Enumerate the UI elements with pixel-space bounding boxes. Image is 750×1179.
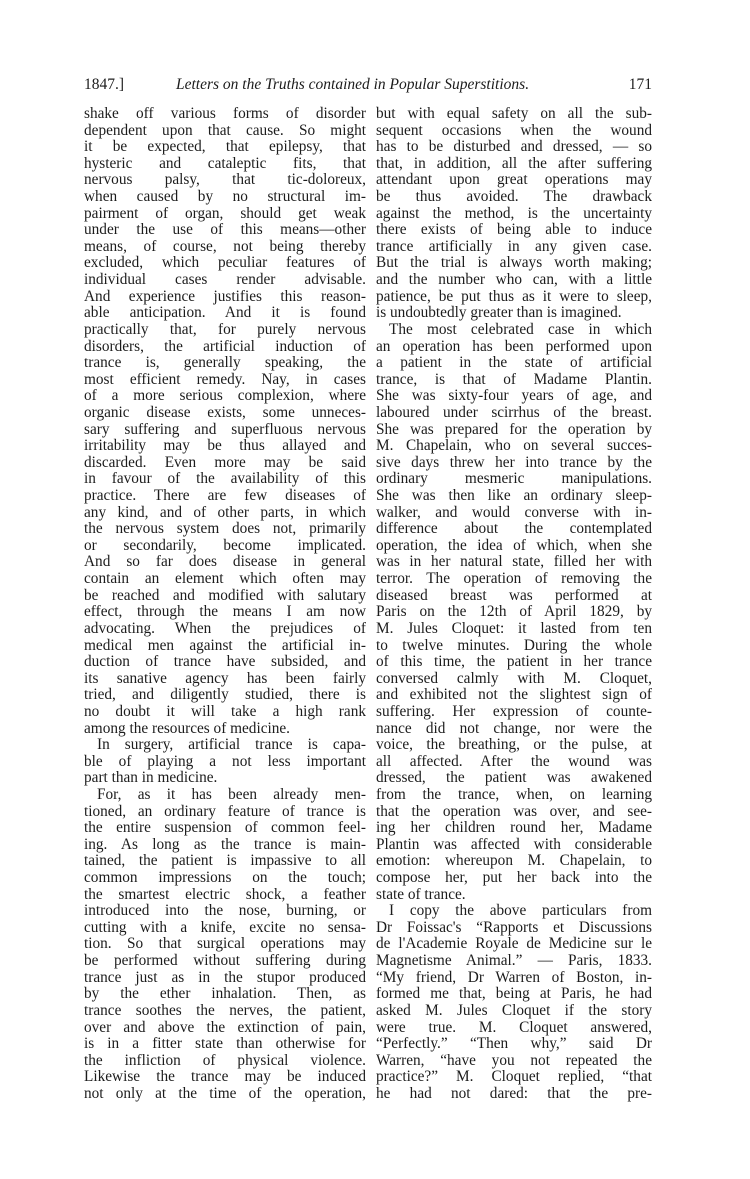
- text-line: its sanative agency has been fairly: [84, 670, 366, 687]
- text-line: were true. M. Cloquet answered,: [376, 1019, 652, 1036]
- text-line: tion. So that surgical operations may: [84, 936, 366, 953]
- text-line: And so far does disease in general: [84, 554, 366, 571]
- running-head: [84, 76, 652, 98]
- text-line: contain an element which often may: [84, 571, 366, 588]
- text-line: M. Chapelain, who on several succes-: [376, 438, 652, 455]
- text-line: organic disease exists, some unneces-: [84, 404, 366, 421]
- text-line: state of trance.: [376, 886, 466, 903]
- text-line: nervous palsy, that tic-doloreux,: [84, 172, 366, 189]
- text-line: a patient in the state of artificial: [376, 355, 652, 372]
- text-line: over and above the extinction of pain,: [84, 1019, 366, 1036]
- text-line: be reached and modified with salutary: [84, 587, 366, 604]
- text-line: attendant upon great operations may: [376, 172, 652, 189]
- text-line: Warren, “have you not repeated the: [376, 1052, 652, 1069]
- text-line: compose her, put her back into the: [376, 870, 652, 887]
- text-line: diseased breast was performed at: [376, 587, 652, 604]
- page-number: 171: [628, 76, 652, 93]
- text-line: disorders, the artificial induction of: [84, 338, 366, 355]
- text-line: ble of playing a not less important: [84, 753, 366, 770]
- text-line: be thus avoided. The drawback: [376, 189, 652, 206]
- text-line: practice. There are few diseases of: [84, 488, 366, 505]
- text-line: among the resources of medicine.: [84, 720, 291, 737]
- text-line: She was sixty-four years of age, and: [376, 388, 652, 405]
- text-line: advocating. When the prejudices of: [84, 620, 366, 637]
- text-line: She was then like an ordinary sleep-: [376, 488, 652, 505]
- text-line: M. Jules Cloquet: it lasted from ten: [376, 620, 652, 637]
- text-line: of a more serious complexion, where: [84, 388, 366, 405]
- text-line: dressed, the patient was awakened: [376, 770, 652, 787]
- text-line: able anticipation. And it is found: [84, 305, 366, 322]
- text-line: that the operation was over, and see-: [376, 803, 652, 820]
- text-line: all affected. After the wound was: [376, 753, 652, 770]
- text-line: discarded. Even more may be said: [84, 454, 366, 471]
- text-line: in favour of the availability of this: [84, 471, 366, 488]
- text-line: by the ether inhalation. Then, as: [84, 986, 366, 1003]
- text-line: ing her children round her, Madame: [376, 820, 652, 837]
- text-line: formed me that, being at Paris, he had: [376, 986, 652, 1003]
- text-line: cutting with a knife, excite no sensa-: [84, 919, 366, 936]
- text-line: an operation has been performed upon: [376, 338, 652, 355]
- text-line: emotion: whereupon M. Chapelain, to: [376, 853, 652, 870]
- text-line: ordinary mesmeric manipulations.: [376, 471, 652, 488]
- text-line: common impressions on the touch;: [84, 870, 366, 887]
- header-title: Letters on the Truths contained in Popular Superstitions.: [176, 76, 530, 93]
- text-line: to twelve minutes. During the whole: [376, 637, 652, 654]
- text-line: the smartest electric shock, a feather: [84, 886, 366, 903]
- text-line: In surgery, artificial trance is capa-: [97, 737, 366, 754]
- text-line: has to be disturbed and dressed, — so: [376, 139, 652, 156]
- text-line: voice, the breathing, or the pulse, at: [376, 737, 652, 754]
- text-line: suffering. Her expression of counte-: [376, 703, 652, 720]
- text-line: not only at the time of the operation,: [84, 1085, 366, 1102]
- text-line: was in her natural state, filled her with: [376, 554, 652, 571]
- text-line: individual cases render advisable.: [84, 272, 366, 289]
- text-line: The most celebrated case in which: [389, 321, 652, 338]
- text-line: ing. As long as the trance is main-: [84, 836, 366, 853]
- text-line: shake off various forms of disorder: [84, 106, 366, 122]
- text-line: practice?” M. Cloquet replied, “that: [376, 1069, 652, 1086]
- text-line: tained, the patient is impassive to all: [84, 853, 366, 870]
- text-line: the entire suspension of common feel-: [84, 820, 366, 837]
- text-line: is undoubtedly greater than is imagined.: [376, 305, 622, 322]
- header-year: 1847.]: [84, 76, 125, 93]
- text-line: of this time, the patient in her trance: [376, 654, 652, 671]
- text-line: For, as it has been already men-: [97, 786, 366, 803]
- text-line: most efficient remedy. Nay, in cases: [84, 371, 366, 388]
- text-line: irritability may be thus allayed and: [84, 438, 366, 455]
- text-line: “My friend, Dr Warren of Boston, in-: [376, 969, 652, 986]
- text-line: hysteric and cataleptic fits, that: [84, 155, 366, 172]
- text-line: conversed calmly with M. Cloquet,: [376, 670, 652, 687]
- text-line: trance, is that of Madame Plantin.: [376, 371, 652, 388]
- text-line: sequent occasions when the wound: [376, 122, 652, 139]
- text-line: Magnetisme Animal.” — Paris, 1833.: [376, 953, 652, 970]
- text-line: Paris on the 12th of April 1829, by: [376, 604, 652, 621]
- text-line: be performed without suffering during: [84, 953, 366, 970]
- text-line: difference about the contemplated: [376, 521, 652, 538]
- text-line: dependent upon that cause. So might: [84, 122, 366, 139]
- text-line: that, in addition, all the after suffering: [376, 155, 652, 172]
- text-line: and the number who can, with a little: [376, 272, 652, 289]
- text-line: sary suffering and superfluous nervous: [84, 421, 366, 438]
- text-line: there exists of being able to induce: [376, 222, 652, 239]
- text-line: he had not dared: that the pre-: [376, 1085, 652, 1102]
- text-line: no doubt it will take a high rank: [84, 703, 366, 720]
- text-line: Dr Foissac's “Rapports et Discussions: [376, 919, 652, 936]
- text-line: And experience justifies this reason-: [84, 288, 366, 305]
- text-line: against the method, is the uncertainty: [376, 205, 652, 222]
- text-line: Likewise the trance may be induced: [84, 1069, 366, 1086]
- text-line: “Perfectly.” “Then why,” said Dr: [376, 1036, 652, 1053]
- text-line: trance artificially in any given case.: [376, 238, 652, 255]
- text-line: sive days threw her into trance by the: [376, 454, 652, 471]
- text-line: practically that, for purely nervous: [84, 321, 366, 338]
- text-line: the infliction of physical violence.: [84, 1052, 366, 1069]
- text-line: de l'Academie Royale de Medicine sur le: [376, 936, 652, 953]
- text-line: but with equal safety on all the sub-: [376, 106, 652, 122]
- text-line: pairment of organ, should get weak: [84, 205, 366, 222]
- text-line: duction of trance have subsided, and: [84, 654, 366, 671]
- text-line: asked M. Jules Cloquet if the story: [376, 1002, 652, 1019]
- text-line: She was prepared for the operation by: [376, 421, 652, 438]
- text-line: trance is, generally speaking, the: [84, 355, 366, 372]
- text-line: under the use of this means—other: [84, 222, 366, 239]
- text-line: effect, through the means I am now: [84, 604, 366, 621]
- text-line: means, of course, not being thereby: [84, 238, 366, 255]
- text-line: excluded, which peculiar features of: [84, 255, 366, 272]
- right-column: [376, 106, 652, 1103]
- left-column: [84, 106, 366, 1103]
- text-line: tioned, an ordinary feature of trance is: [84, 803, 366, 820]
- text-line: But the trial is always worth making;: [376, 255, 652, 272]
- text-line: operation, the idea of which, when she: [376, 537, 652, 554]
- text-line: introduced into the nose, burning, or: [84, 903, 366, 920]
- text-line: and exhibited not the slightest sign of: [376, 687, 652, 704]
- text-line: laboured under scirrhus of the breast.: [376, 404, 652, 421]
- text-line: part than in medicine.: [84, 770, 218, 787]
- text-line: or secondarily, become implicated.: [84, 537, 366, 554]
- text-line: patience, be put thus as it were to sleep,: [376, 288, 652, 305]
- text-line: Plantin was affected with considerable: [376, 836, 652, 853]
- text-line: is in a fitter state than otherwise for: [84, 1036, 366, 1053]
- text-line: when caused by no structural im-: [84, 189, 366, 206]
- text-line: the nervous system does not, primarily: [84, 521, 366, 538]
- text-line: it be expected, that epilepsy, that: [84, 139, 366, 156]
- text-line: medical men against the artificial in-: [84, 637, 366, 654]
- text-line: any kind, and of other parts, in which: [84, 504, 366, 521]
- text-line: from the trance, when, on learning: [376, 786, 652, 803]
- text-line: terror. The operation of removing the: [376, 571, 652, 588]
- text-line: trance soothes the nerves, the patient,: [84, 1002, 366, 1019]
- text-line: walker, and would converse with in-: [376, 504, 652, 521]
- text-line: I copy the above particulars from: [389, 903, 652, 920]
- text-line: nance did not change, nor were the: [376, 720, 652, 737]
- text-line: trance just as in the stupor produced: [84, 969, 366, 986]
- text-line: tried, and diligently studied, there is: [84, 687, 366, 704]
